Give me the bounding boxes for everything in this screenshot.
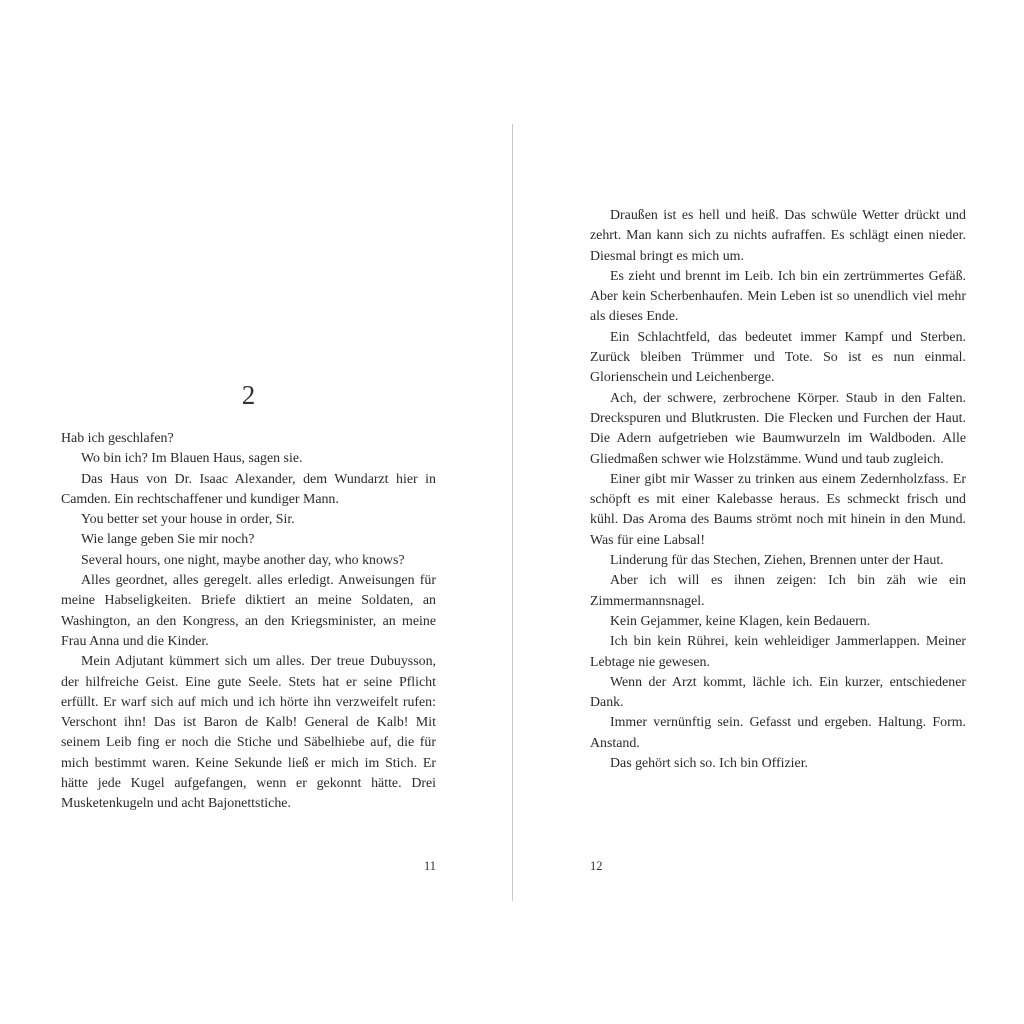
paragraph: Wie lange geben Sie mir noch? bbox=[81, 532, 255, 548]
paragraph: Ein Schlachtfeld, das bedeutet immer Kampf und Sterben. Zurück bleiben Trümmer und Tote. So ist es nun einmal. Glorienschein und Leichenberge. bbox=[590, 329, 966, 386]
paragraph: Es zieht und brennt im Leib. Ich bin ein zertrümmertes Gefäß. Aber kein Scherbenhaufen. Mein Leben ist so unendlich viel mehr als dieses Ende. bbox=[590, 268, 966, 325]
right-page bbox=[590, 0, 966, 1024]
paragraph: Immer vernünftig sein. Gefasst und ergeben. Haltung. Form. Anstand. bbox=[590, 715, 966, 751]
paragraph: Ach, der schwere, zerbrochene Körper. Staub in den Falten. Dreckspuren und Blutkrusten. Die Flecken und Furchen der Haut. Die Adern aufgetrieben wie Baumwurzeln im Waldboden. Alle Gliedmaßen schwer wie Holzstämme. Wund und taub zugleich. bbox=[590, 390, 966, 467]
paragraph: Einer gibt mir Wasser zu trinken aus einem Zedernholzfass. Er schöpft es mit einer Kalebasse heraus. Es schmeckt frisch und kühl. Das Aroma des Baums strömt noch mit hinein in den Mund. Was für eine Labsal! bbox=[590, 471, 966, 548]
left-page bbox=[61, 0, 436, 1024]
paragraph: Das Haus von Dr. Isaac Alexander, dem Wundarzt hier in Camden. Ein rechtschaffener und kundiger Mann. bbox=[61, 471, 436, 507]
paragraph: Linderung für das Stechen, Ziehen, Brennen unter der Haut. bbox=[610, 553, 944, 569]
right-page-text bbox=[590, 206, 966, 774]
paragraph: Alles geordnet, alles geregelt. alles erledigt. Anweisungen für meine Habseligkeiten. Briefe diktiert an meine Soldaten, an Washington, an den Kongress, an den Kriegsminister, an meine Frau Anna und die Kinder. bbox=[61, 573, 436, 649]
paragraph: Draußen ist es hell und heiß. Das schwüle Wetter drückt und zehrt. Man kann sich zu nichts aufraffen. Es schlägt einen nieder. Diesmal bringt es mich um. bbox=[590, 208, 966, 264]
left-page-text bbox=[61, 429, 436, 815]
paragraph: Kein Gejammer, keine Klagen, kein Bedauern. bbox=[610, 613, 871, 629]
page-number: 12 bbox=[590, 859, 603, 873]
paragraph: Aber ich will es ihnen zeigen: Ich bin zäh wie ein Zimmermannsnagel. bbox=[590, 573, 966, 609]
paragraph: Hab ich geschlafen? bbox=[61, 431, 174, 446]
chapter-number: 2 bbox=[241, 380, 256, 410]
paragraph: Several hours, one night, maybe another day, who knows? bbox=[81, 552, 405, 568]
gutter-divider bbox=[512, 124, 513, 901]
paragraph: Ich bin kein Rührei, kein wehleidiger Jammerlappen. Meiner Lebtage nie gewesen. bbox=[590, 634, 966, 670]
paragraph: Wo bin ich? Im Blauen Haus, sagen sie. bbox=[81, 451, 303, 467]
paragraph: Mein Adjutant kümmert sich um alles. Der treue Dubuysson, der hilfreiche Geist. Eine gute Seele. Stets hat er seine Pflicht erfüllt. Er warf sich auf mich und ich hörte ihn verzweifelt rufen: Verschont ihn! Das ist Baron de Kalb! General de Kalb! Mit seinem Leib fing er noch die Stiche und Säbelhiebe auf, die für mich bestimmt waren. Keine Sekunde ließ er mich im Stich. Er hätte jede Kugel aufgefangen, wenn er gekonnt hätte. Drei Musketenkugeln und acht Bajonettstiche. bbox=[61, 654, 436, 812]
paragraph: Wenn der Arzt kommt, lächle ich. Ein kurzer, entschiedener Dank. bbox=[590, 674, 966, 711]
page-number: 11 bbox=[423, 859, 436, 873]
paragraph: You better set your house in order, Sir. bbox=[81, 512, 295, 528]
paragraph: Das gehört sich so. Ich bin Offizier. bbox=[610, 756, 809, 772]
